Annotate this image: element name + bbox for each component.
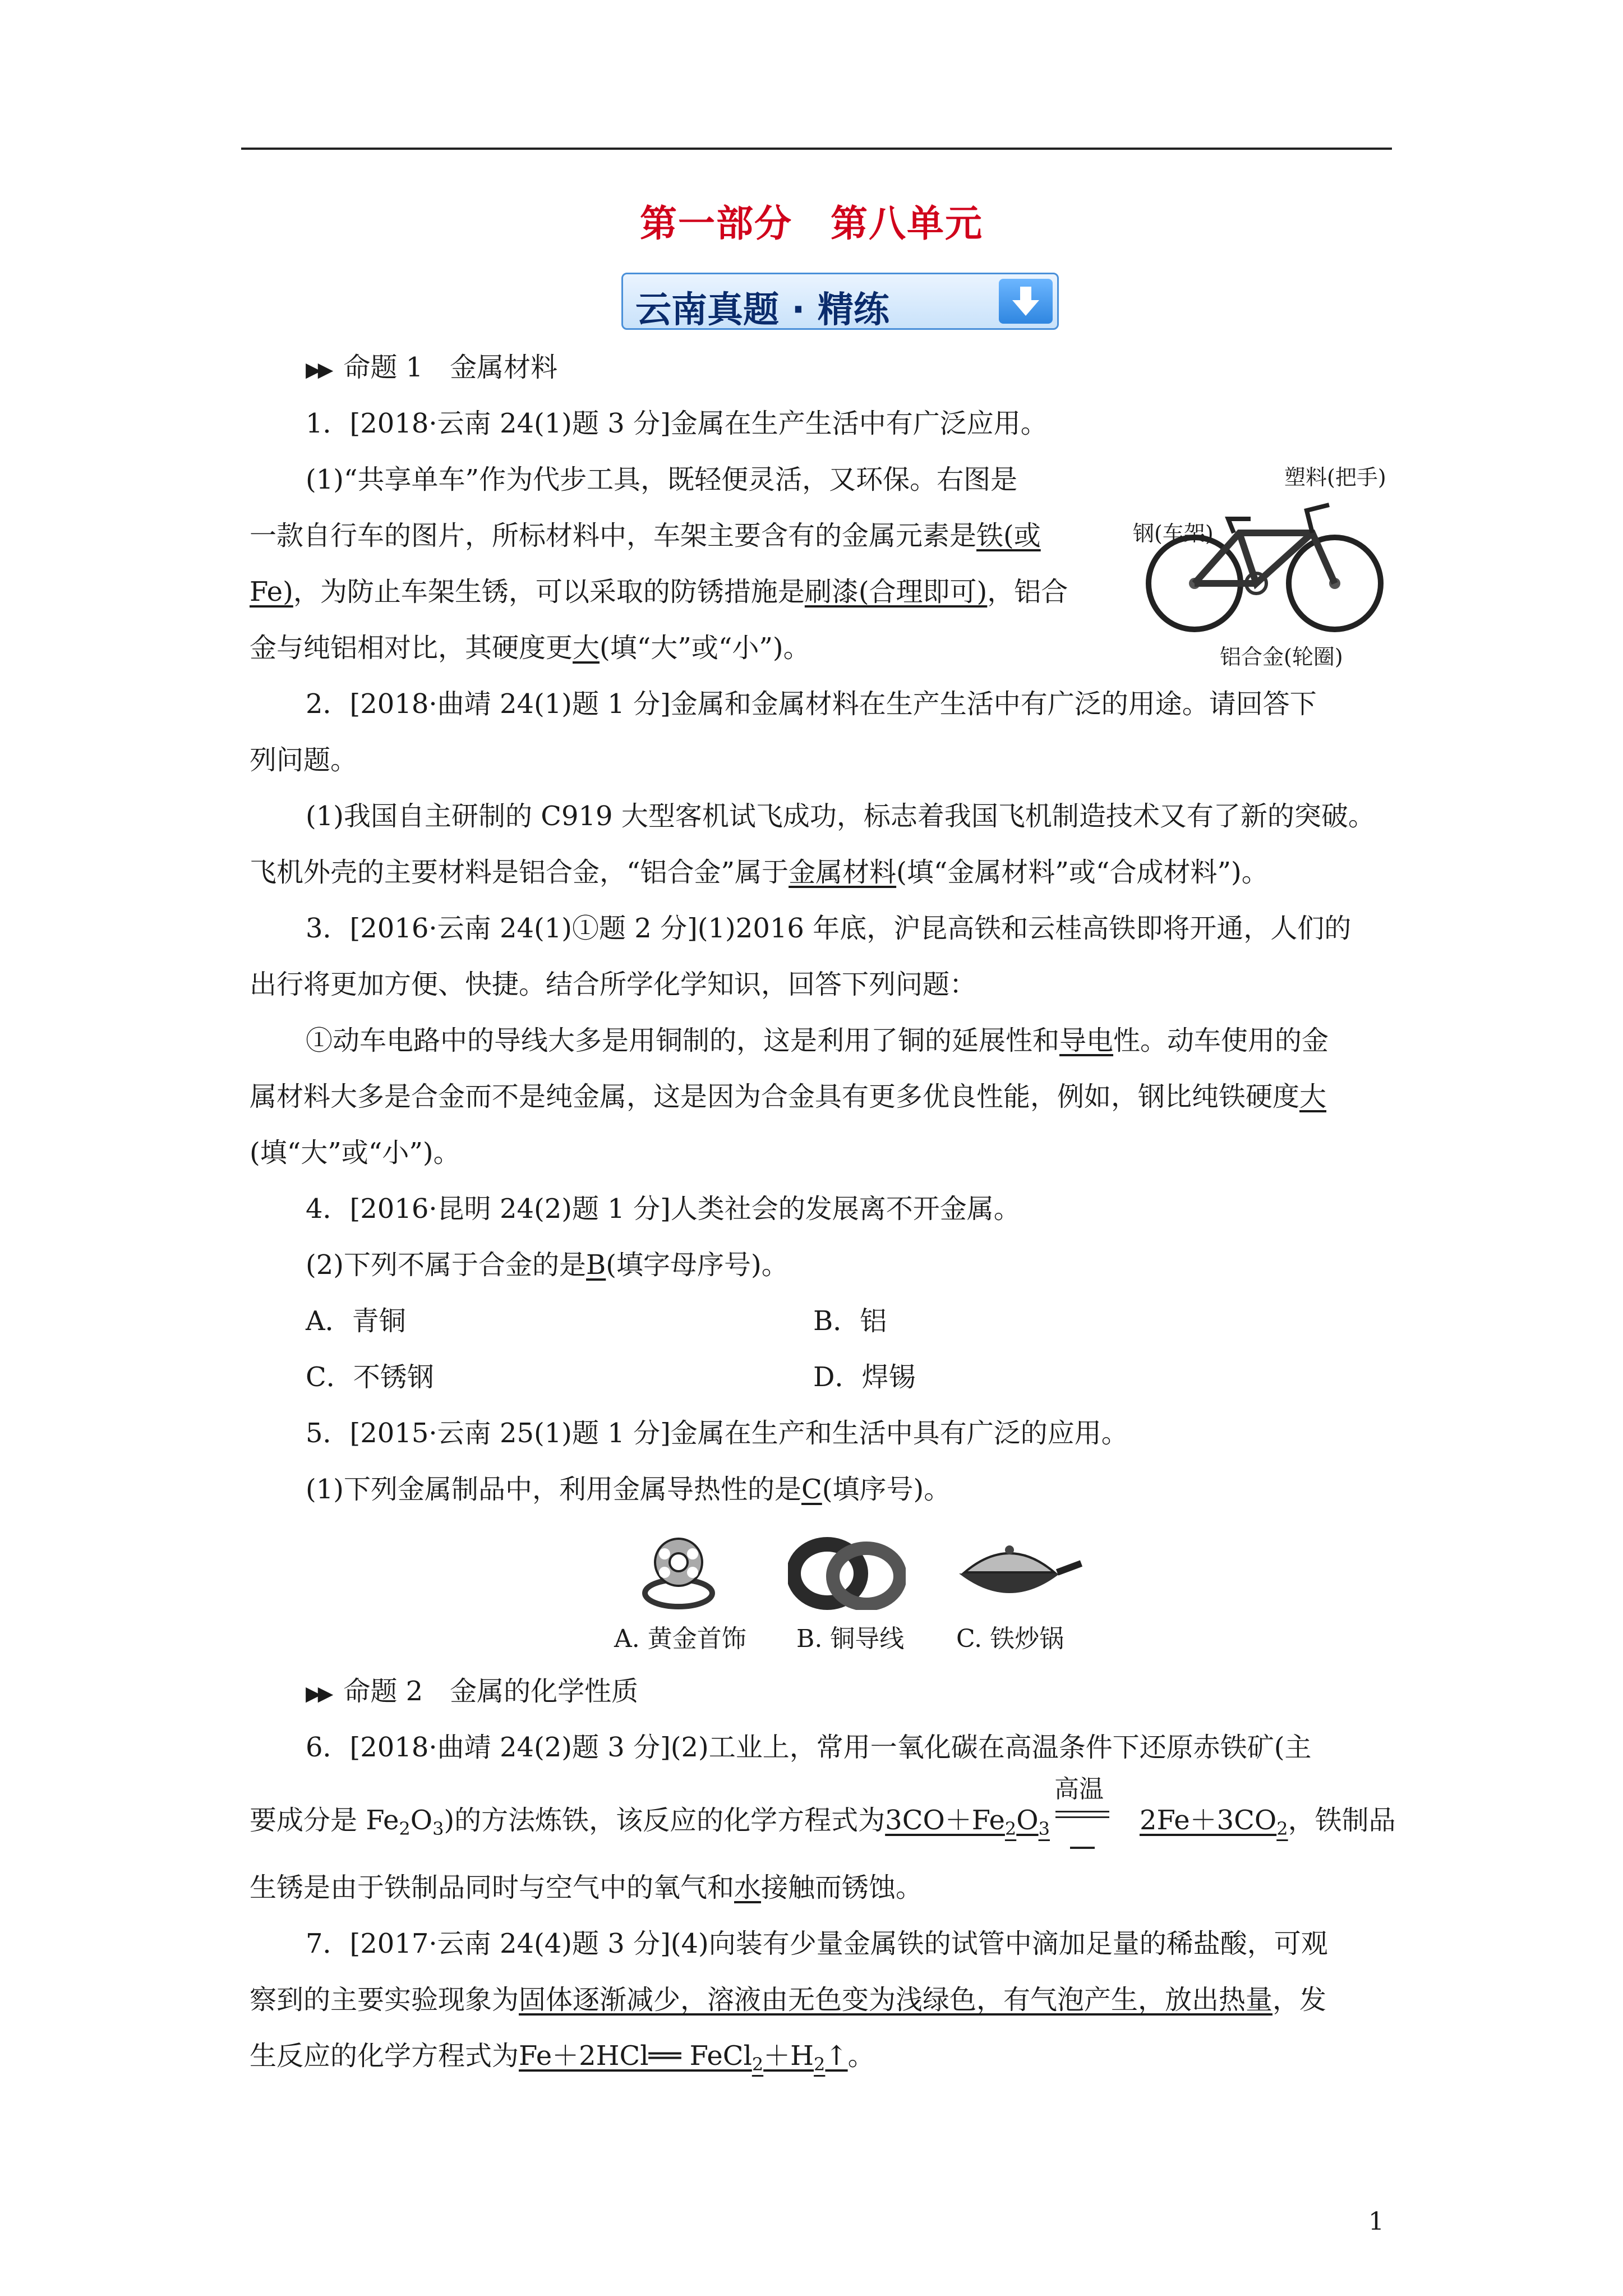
answer: 2Fe＋3CO [1139, 1805, 1277, 1836]
q4-option-b: B．铝 [813, 1305, 887, 1337]
answer: 3CO＋Fe [885, 1805, 1005, 1836]
q1-line3: Fe)，为防止车架生锈，可以采取的防锈措施是刷漆(合理即可)，铝合 [250, 576, 1068, 608]
q4-line1: 4．[2016·昆明 24(2)题 1 分]人类社会的发展离不开金属。 [306, 1193, 1021, 1225]
section-banner [621, 273, 1059, 330]
q4-option-c: C．不锈钢 [306, 1361, 434, 1393]
q6-line3: 生锈是由于铁制品同时与空气中的氧气和水接触而锈蚀。 [250, 1872, 923, 1903]
q6-line1: 6．[2018·曲靖 24(2)题 3 分](2)工业上，常用一氧化碳在高温条件下还原赤铁矿(主 [306, 1732, 1312, 1763]
q4-option-d: D．焊锡 [813, 1361, 916, 1393]
answer: Fe＋2HCl══ FeCl [519, 2040, 752, 2072]
bicycle-icon [1144, 488, 1391, 639]
q4-option-a: A．青铜 [306, 1305, 406, 1337]
equation-arrow [1055, 1816, 1109, 1818]
down-arrow-icon [999, 279, 1053, 324]
q1-line2: 一款自行车的图片，所标材料中，车架主要含有的金属元素是铁(或 [250, 520, 1041, 551]
caption-a: A. 黄金首饰 [614, 1625, 746, 1653]
q7-line2: 察到的主要实验现象为固体逐渐减少，溶液由无色变为浅绿色，有气泡产生，放出热量，发 [250, 1984, 1327, 2016]
q5-line2: (1)下列金属制品中，利用金属导热性的是C(填序号)。 [306, 1474, 951, 1505]
q2-line2: 列问题。 [250, 744, 358, 776]
answer: Fe) [250, 576, 293, 608]
section-heading-2: ▶▶ 命题 2 金属的化学性质 [306, 1676, 639, 1707]
q3-line3: ①动车电路中的导线大多是用铜制的，这是利用了铜的延展性和导电性。动车使用的金 [306, 1025, 1329, 1056]
answer: 大 [1299, 1081, 1327, 1112]
q2-line1: 2．[2018·曲靖 24(1)题 1 分]金属和金属材料在生产生活中有广泛的用途。请回答下 [306, 688, 1317, 720]
answer: 导电 [1059, 1025, 1114, 1056]
answer: B [586, 1249, 606, 1281]
caption-c: C. 铁炒锅 [956, 1625, 1064, 1653]
copper-wire-icon [788, 1537, 906, 1610]
equation-arrow [1055, 1811, 1109, 1812]
q3-line2: 出行将更加方便、快捷。结合所学化学知识，回答下列问题： [250, 969, 977, 1000]
answer: 大 [573, 632, 600, 664]
label-alloy: 铝合金(轮圈) [1220, 645, 1343, 669]
q4-line2: (2)下列不属于合金的是B(填字母序号)。 [306, 1249, 789, 1281]
answer: 刷漆(合理即可) [804, 576, 988, 608]
gold-jewelry-icon [639, 1534, 718, 1610]
section-heading-1: ▶▶ 命题 1 金属材料 [306, 352, 558, 383]
q1-intro: 1．[2018·云南 24(1)题 3 分]金属在生产生活中有广泛应用。 [306, 408, 1048, 439]
q5-line1: 5．[2015·云南 25(1)题 1 分]金属在生产和生活中具有广泛的应用。 [306, 1418, 1128, 1449]
label-plastic: 塑料(把手) [1284, 465, 1386, 490]
q7-line1: 7．[2017·云南 24(4)题 3 分](4)向装有少量金属铁的试管中滴加足量的稀盐酸，可观 [306, 1928, 1328, 1959]
q2-line4: 飞机外壳的主要材料是铝合金，“铝合金”属于金属材料(填“金属材料”或“合成材料”)。 [250, 857, 1269, 888]
q7-line3: 生反应的化学方程式为Fe＋2HCl══ $FeCl_2+H_2↑$。 [250, 2040, 875, 2075]
banner-label: 云南真题 · 精练 [635, 289, 889, 331]
label-steel: 钢(车架) [1133, 521, 1214, 546]
q6-line2: 要成分是 $Fe_2O_3$)的方法炼铁，该反应的化学方程式为$3CO+Fe_2O_3$ $2Fe+3CO_2$，铁制品 [250, 1805, 1396, 1839]
equation-underline [1070, 1847, 1095, 1849]
answer: C [801, 1474, 822, 1505]
answer: 铁(或 [976, 520, 1041, 551]
double-triangle-icon: ▶▶ [306, 1682, 330, 1705]
answer: 水 [734, 1872, 762, 1903]
q3-line1: 3．[2016·云南 24(1)①题 2 分](1)2016 年底，沪昆高铁和云桂高铁即将开通，人们的 [306, 913, 1352, 944]
caption-b: B. 铜导线 [796, 1625, 905, 1653]
q3-line4: 属材料大多是合金而不是纯金属，这是因为合金具有更多优良性能，例如，钢比纯铁硬度大 [250, 1081, 1327, 1112]
q1-line4: 金与纯铝相对比，其硬度更大(填“大”或“小”)。 [250, 632, 810, 664]
page-number: 1 [1368, 2207, 1384, 2236]
double-triangle-icon: ▶▶ [306, 358, 330, 381]
bicycle-figure [1133, 460, 1391, 673]
header-rule [241, 148, 1392, 150]
iron-wok-icon [953, 1540, 1082, 1610]
page-title: 第一部分 第八单元 [640, 201, 983, 245]
q1-line1: (1)“共享单车”作为代步工具，既轻便灵活，又环保。右图是 [306, 464, 1018, 495]
answer: 固体逐渐减少，溶液由无色变为浅绿色，有气泡产生，放出热量 [519, 1984, 1273, 2016]
q2-line3: (1)我国自主研制的 C919 大型客机试飞成功，标志着我国飞机制造技术又有了新的突破。 [306, 800, 1375, 832]
answer: 金属材料 [789, 857, 897, 888]
q3-line5: (填“大”或“小”)。 [250, 1137, 460, 1168]
reaction-condition: 高温 [1054, 1775, 1104, 1803]
